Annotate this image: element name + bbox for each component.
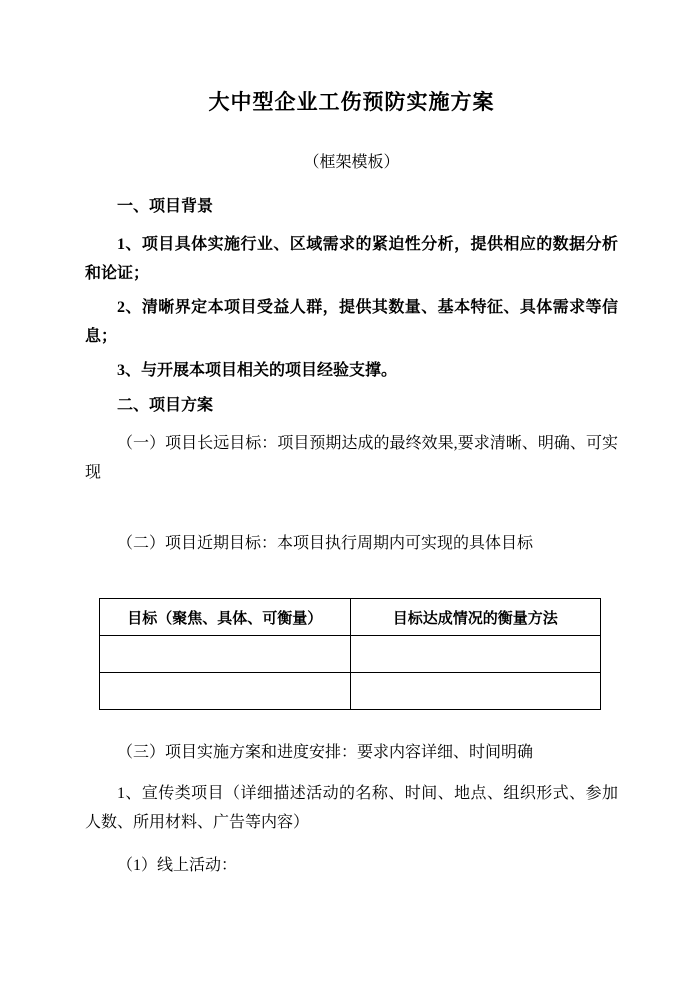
doc-subtitle: （框架模板） — [303, 154, 400, 171]
goals-table-header-measure: 目标达成情况的衡量方法 — [350, 599, 601, 636]
plan-online-activity: （1）线上活动： — [117, 857, 238, 874]
plan-publicity-project: 1、宣传类项目（详细描述活动的名称、时间、地点、组织形式、参加人数、所用材料、广告等内容） — [85, 785, 618, 831]
goals-table-header-goal: 目标（聚焦、具体、可衡量） — [100, 599, 351, 636]
background-item-2: 2、清晰界定本项目受益人群，提供其数量、基本特征、具体需求等信息； — [85, 299, 618, 345]
goals-table-cell — [350, 673, 601, 710]
goals-table-cell — [100, 673, 351, 710]
section-heading-plan: 二、项目方案 — [117, 397, 214, 414]
section-heading-background: 一、项目背景 — [117, 198, 214, 215]
goals-table-row — [100, 636, 601, 673]
plan-short-term-goal: （二）项目近期目标：本项目执行周期内可实现的具体目标 — [117, 535, 534, 552]
background-item-3: 3、与开展本项目相关的项目经验支撑。 — [117, 362, 398, 379]
goals-table-row — [100, 673, 601, 710]
goals-table-cell — [350, 636, 601, 673]
goals-table-header-row — [100, 599, 601, 636]
background-item-1: 1、项目具体实施行业、区域需求的紧迫性分析，提供相应的数据分析和论证； — [85, 236, 618, 282]
plan-long-term-goal: （一）项目长远目标：项目预期达成的最终效果,要求清晰、明确、可实现 — [85, 435, 618, 481]
doc-title: 大中型企业工伤预防实施方案 — [208, 90, 495, 114]
plan-implementation: （三）项目实施方案和进度安排：要求内容详细、时间明确 — [117, 744, 534, 761]
goals-table-cell — [100, 636, 351, 673]
goals-table — [99, 598, 601, 710]
